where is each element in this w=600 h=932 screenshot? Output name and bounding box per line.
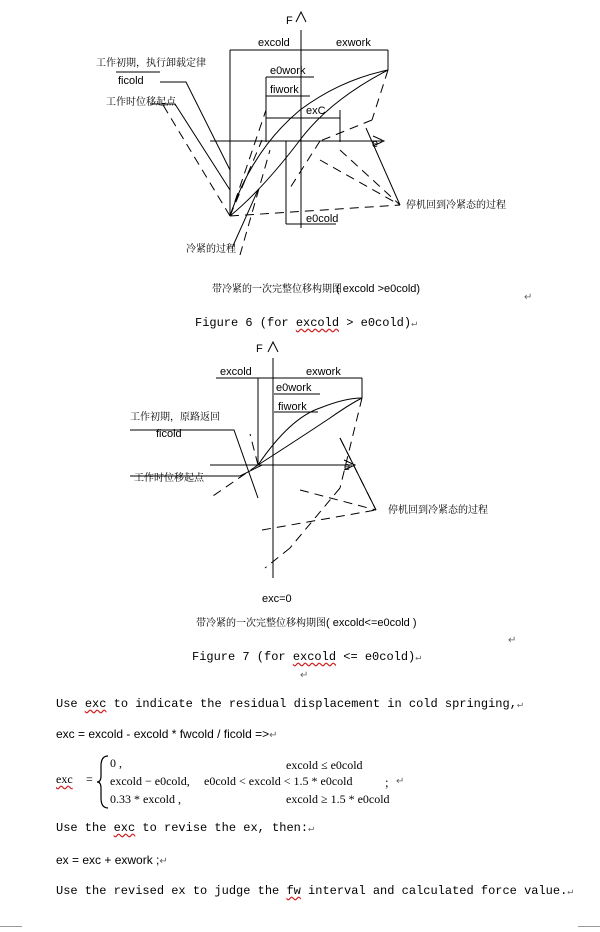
piecewise-brace: [96, 754, 110, 810]
text-line-1: Use exc to indicate the residual displacement in cold springing,↵: [56, 697, 523, 711]
case3-condition: excold ≥ 1.5 * e0cold: [286, 792, 390, 806]
leader-lines: [150, 82, 400, 248]
figure-6-diagram: [0, 0, 600, 310]
text-line-2: exc = excold - excold * fwcold / ficold =>↵: [56, 727, 278, 741]
leader-lines: [130, 430, 376, 510]
label-ficold: ficold: [156, 428, 182, 440]
note-disp-start: 工作时位移起点: [106, 97, 176, 108]
figure7-caption: Figure 7 (for excold <= e0cold)↵: [192, 650, 422, 664]
figure6-caption: Figure 6 (for excold > e0cold)↵: [195, 316, 418, 330]
case3-value: 0.33 * excold ,: [110, 792, 181, 806]
figure7-caption-var: excold: [292, 650, 337, 664]
note-shutdown: 停机回到冷紧态的过程: [388, 505, 488, 516]
return-mark: ↵: [524, 292, 533, 303]
case2-condition: e0cold < excold < 1.5 * e0cold: [204, 774, 353, 788]
note-work-start: 工作初期，执行卸载定律: [96, 58, 206, 69]
case1-condition: excold ≤ e0cold: [286, 758, 363, 772]
label-e0cold: e0cold: [306, 213, 339, 225]
label-fiwork: fiwork: [270, 84, 299, 96]
paragraph-mark-formula: ↵: [396, 776, 405, 787]
unloading-curve: [230, 70, 388, 216]
text-line-3: Use the exc to revise the ex, then:↵: [56, 821, 315, 835]
text-line-5: Use the revised ex to judge the fw interval and calculated force value.↵: [56, 884, 574, 898]
label-e0work: e0work: [276, 382, 312, 394]
dim-exwork: exwork: [336, 37, 371, 49]
label-exc: exC: [306, 105, 326, 117]
piecewise-lhs: exc: [56, 772, 73, 786]
return-mark: ↵: [508, 635, 517, 646]
dim-exwork: exwork: [306, 366, 341, 378]
paragraph-mark: ↵: [300, 670, 309, 681]
f-axis-label: F: [286, 15, 293, 27]
figure6-caption-var: excold: [295, 316, 340, 330]
dim-excold: excold: [220, 366, 252, 378]
case2-value: excold − e0cold,: [110, 774, 190, 788]
f-axis-label: F: [256, 343, 263, 355]
e-axis-label: e: [344, 461, 351, 473]
label-exc0: exc=0: [262, 593, 292, 605]
figure7-title-cn: 带冷紧的一次完整位移构期图: [196, 618, 326, 629]
figure6-title-cond: ( excold >e0cold): [336, 283, 421, 295]
f-axis-arrow: [268, 342, 278, 352]
note-shutdown: 停机回到冷紧态的过程: [406, 200, 506, 211]
figure7-title-cond: ( excold<=e0cold ): [326, 617, 417, 629]
dashed-paths: [160, 70, 400, 255]
note-coldspring: 冷紧的过程: [186, 244, 236, 255]
note-work-start: 工作初期，原路返回: [130, 412, 220, 423]
case1-value: 0 ,: [110, 756, 122, 770]
text-line-4: ex = exc + exwork ;↵: [56, 853, 168, 867]
piecewise-eq: =: [86, 772, 93, 786]
note-disp-start: 工作时位移起点: [134, 473, 204, 484]
figure-7-diagram: [0, 338, 600, 658]
e-axis-label: e: [372, 138, 379, 150]
label-fiwork: fiwork: [278, 401, 307, 413]
corner-mark-right: [578, 926, 600, 927]
piecewise-end: ；: [384, 776, 397, 790]
f-axis-arrow: [296, 12, 306, 22]
dim-excold: excold: [258, 37, 290, 49]
label-ficold: ficold: [118, 75, 144, 87]
label-e0work: e0work: [270, 65, 306, 77]
figure6-title-cn: 带冷紧的一次完整位移构期图: [212, 284, 342, 295]
unloading-curve: [258, 398, 362, 465]
corner-mark-left: [0, 926, 22, 927]
